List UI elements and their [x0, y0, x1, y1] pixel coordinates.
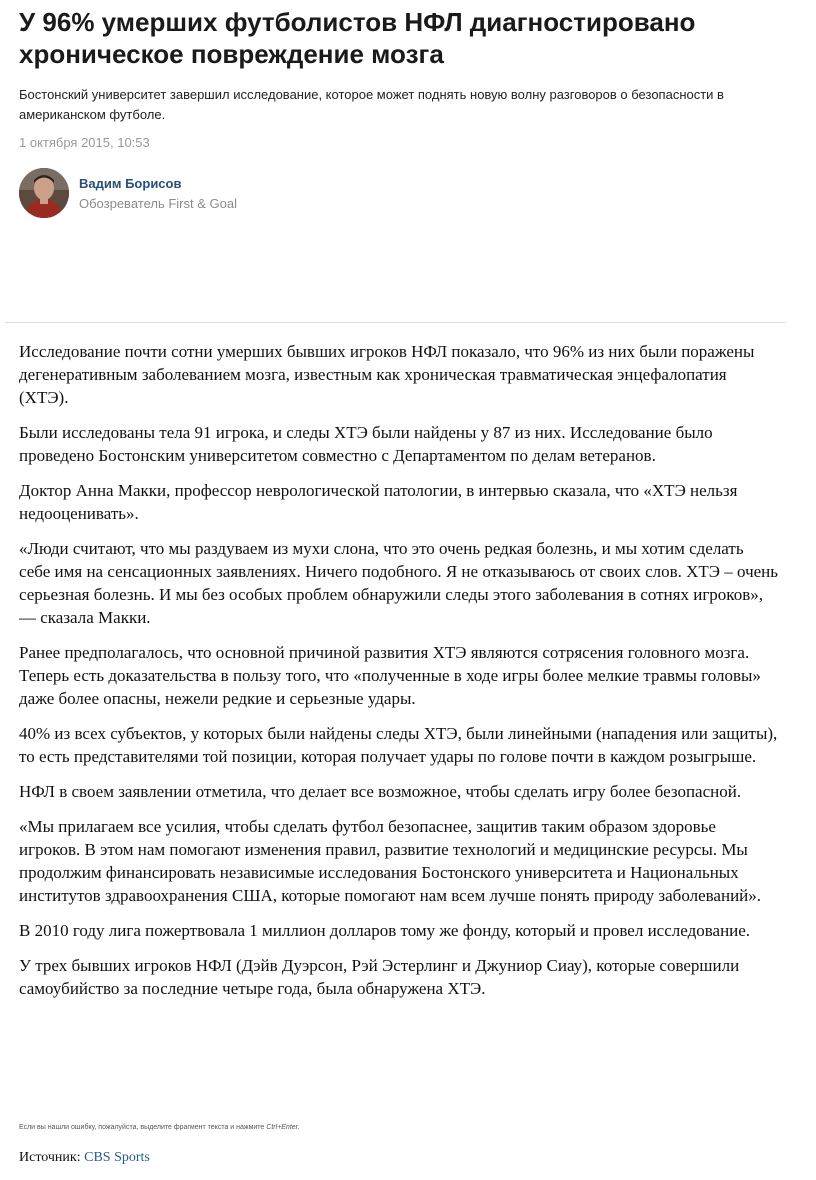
article-lead: Бостонский университет завершил исследование, которое может поднять новую волну разговоров о безопасности в американском футболе.	[19, 87, 724, 122]
paragraph: Доктор Анна Макки, профессор неврологической патологии, в интервью сказала, что «ХТЭ нельзя недооценивать».	[19, 481, 738, 523]
error-note-text: Если вы нашли ошибку, пожалуйста, выделите фрагмент текста и нажмите	[19, 1124, 265, 1131]
source-label: Источник:	[19, 1150, 81, 1165]
content-divider	[5, 322, 786, 323]
paragraph: «Люди считают, что мы раздуваем из мухи слона, что это очень редкая болезнь, и мы хотим сделать себе имя на сенсационных заявлениях. Ничего подобного. Я не отказываюсь от своих слов. ХТЭ – очень серьезная болезнь. И мы без особых проблем обнаружили следы этого заболевания в сотнях игроков», — сказала Макки.	[19, 539, 779, 627]
author-avatar[interactable]	[19, 168, 69, 218]
article-title: У 96% умерших футболистов НФЛ диагностировано хроническое повреждение мозга	[19, 7, 696, 69]
author-name-link[interactable]: Вадим Борисов	[79, 176, 182, 191]
error-note-keys: Ctrl+Enter.	[266, 1124, 300, 1131]
publish-date: 1 октября 2015, 10:53	[19, 135, 150, 150]
paragraph: 40% из всех субъектов, у которых были найдены следы ХТЭ, были линейными (нападения или защиты), то есть представителями той позиции, которая получает удары по голове почти в каждом розыгрыше.	[19, 724, 778, 766]
paragraph: «Мы прилагаем все усилия, чтобы сделать футбол безопаснее, защитив таким образом здоровье игроков. В этом нам помогают изменения правил, развитие технологий и медицинские ресурсы. Мы продолжим финансировать независимые исследования Бостонского университета и Национальных институтов здравоохранения США, которые помогают нам всем лучше понять природу заболеваний».	[19, 817, 762, 905]
source-link[interactable]: CBS Sports	[84, 1150, 150, 1165]
error-report-note	[19, 1124, 300, 1131]
author-role: Обозреватель First & Goal	[79, 196, 237, 211]
source-line	[19, 1150, 150, 1166]
paragraph: НФЛ в своем заявлении отметила, что делает все возможное, чтобы сделать игру более безопасной.	[19, 782, 742, 801]
article-body	[19, 340, 779, 1012]
paragraph: Ранее предполагалось, что основной причиной развития ХТЭ являются сотрясения головного мозга. Теперь есть доказательства в пользу того, что «полученные в ходе игры более мелкие травмы головы» даже более опасны, нежели редкие и серьезные удары.	[19, 643, 761, 708]
paragraph: Были исследованы тела 91 игрока, и следы ХТЭ были найдены у 87 из них. Исследование было проведено Бостонским университетом совместно с Департаментом по делам ветеранов.	[19, 423, 713, 465]
paragraph: В 2010 году лига пожертвовала 1 миллион долларов тому же фонду, который и провел исследование.	[19, 921, 751, 940]
paragraph: У трех бывших игроков НФЛ (Дэйв Дуэрсон, Рэй Эстерлинг и Джуниор Сиау), которые совершили самоубийство за последние четыре года, была обнаружена ХТЭ.	[19, 956, 740, 998]
author-block	[19, 168, 419, 218]
paragraph: Исследование почти сотни умерших бывших игроков НФЛ показало, что 96% из них были поражены дегенеративным заболеванием мозга, известным как хроническая травматическая энцефалопатия (ХТЭ).	[19, 342, 755, 407]
avatar-image	[19, 168, 69, 218]
